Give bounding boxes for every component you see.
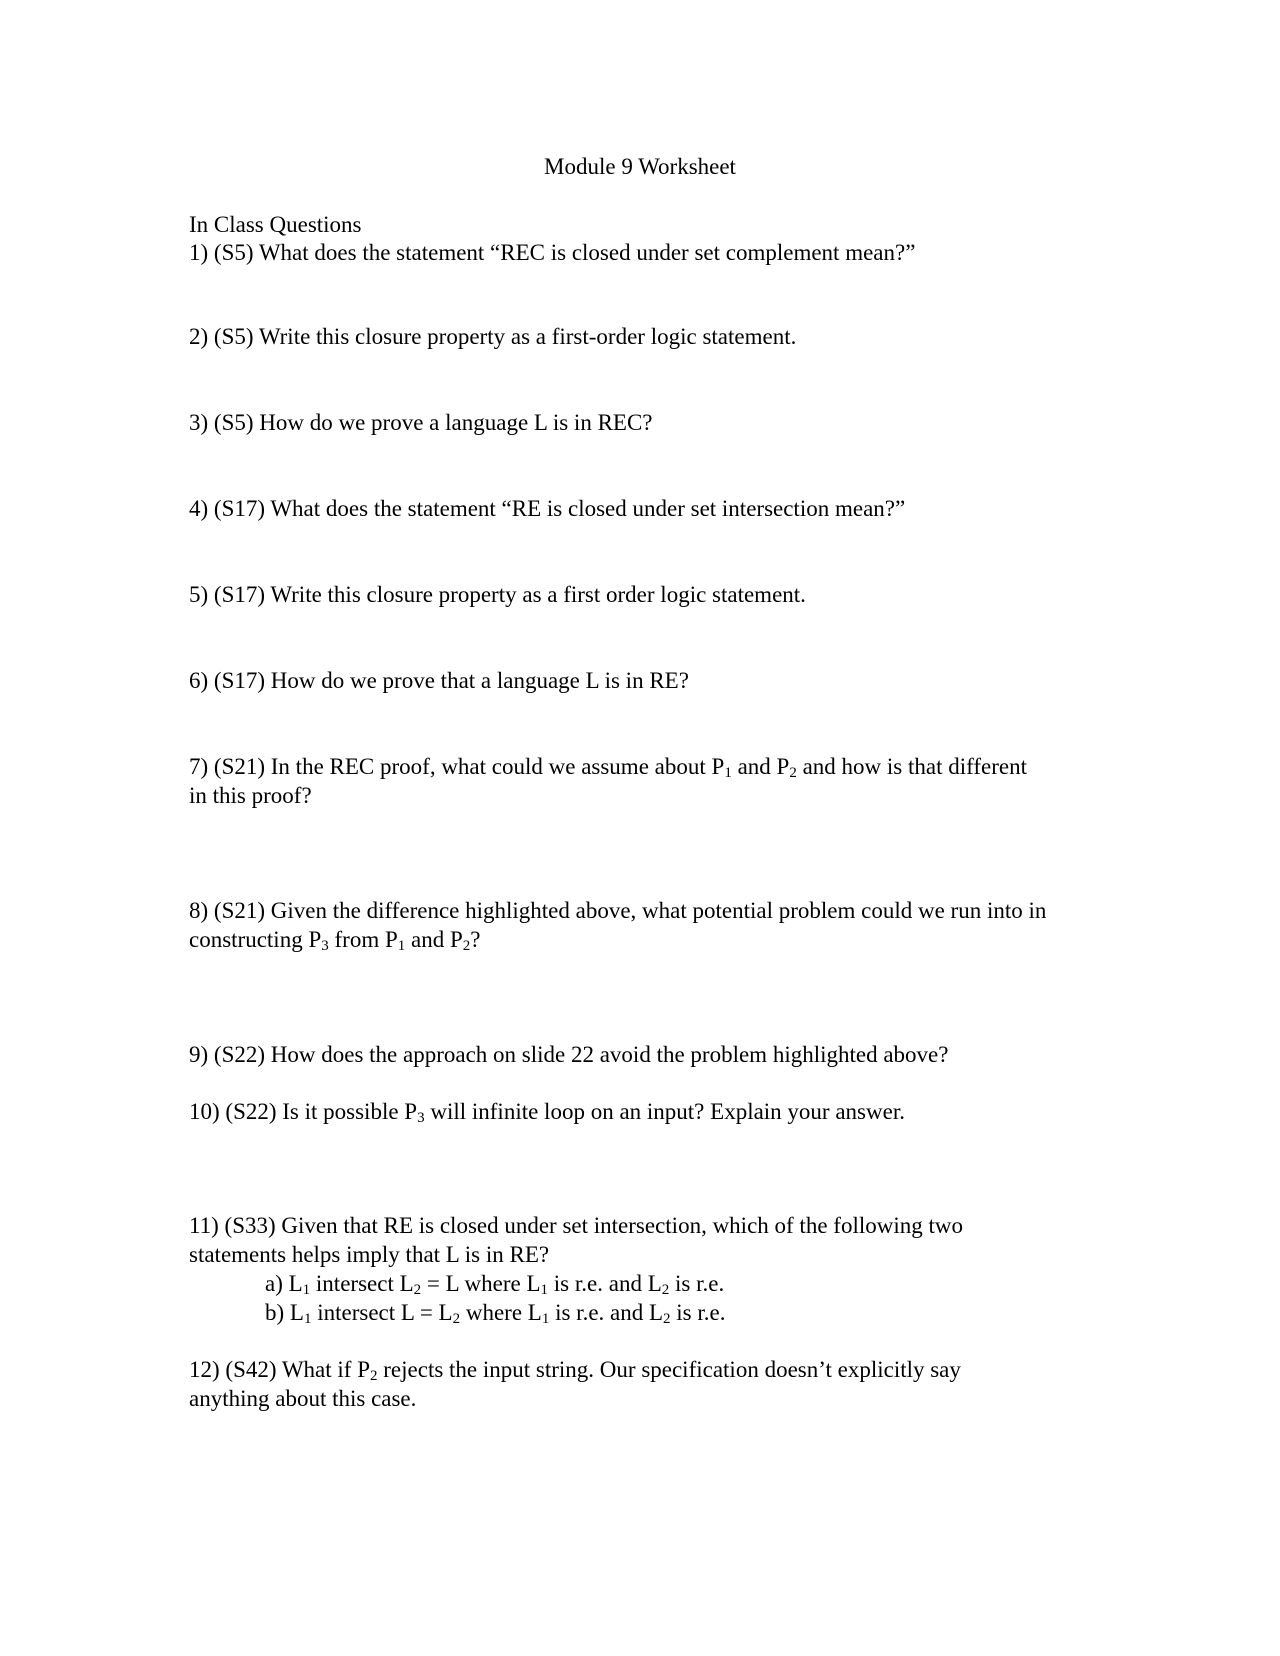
question-9: 9) (S22) How does the approach on slide 22 avoid the problem highlighted above? — [189, 1042, 949, 1067]
question-3: 3) (S5) How do we prove a language L is in REC? — [189, 410, 653, 435]
opt-a-sub-2: 2 — [413, 1282, 422, 1298]
q8-part3: and P — [405, 927, 463, 952]
q12-part1: 12) (S42) What if P — [189, 1357, 371, 1382]
opt-a-sub-1: 1 — [302, 1282, 311, 1298]
question-11: 11) (S33) Given that RE is closed under set intersection, which of the following two statements helps imply that L is in RE? — [189, 1213, 963, 1267]
opt-a-sub-3: 1 — [540, 1282, 549, 1298]
question-4: 4) (S17) What does the statement “RE is closed under set intersection mean?” — [189, 496, 906, 521]
q7-part1: 7) (S21) In the REC proof, what could we assume about P — [189, 754, 725, 779]
q12-sub1: 2 — [370, 1368, 378, 1384]
opt-b-text-4: is r.e. and L — [549, 1300, 664, 1325]
opt-a-text-5: is r.e. — [669, 1271, 725, 1296]
question-12 — [189, 1355, 1039, 1413]
opt-a-sub-4: 2 — [661, 1282, 670, 1298]
opt-b-text-5: is r.e. — [670, 1300, 726, 1325]
opt-a-text-2: intersect L — [310, 1271, 414, 1296]
q10-sub1: 3 — [417, 1110, 425, 1126]
q12-part2: rejects the input string. Our specification doesn’t explicitly say anything about this case. — [189, 1357, 961, 1411]
q8-part4: ? — [470, 927, 481, 952]
opt-a-text-4: is r.e. and L — [548, 1271, 662, 1296]
question-11-option-b — [265, 1298, 726, 1327]
question-1: 1) (S5) What does the statement “REC is closed under set complement mean?” — [189, 240, 916, 265]
opt-b-text-2: intersect L = L — [311, 1300, 453, 1325]
q8-sub3: 2 — [462, 938, 471, 954]
opt-b-sub-3: 1 — [541, 1311, 550, 1327]
opt-b-sub-1: 1 — [303, 1311, 312, 1327]
section-heading: In Class Questions — [189, 212, 362, 237]
q8-sub1: 3 — [321, 938, 329, 954]
q8-part1: 8) (S21) Given the difference highlighted above, what potential problem could we run into in constructing P — [189, 898, 1047, 952]
question-8 — [189, 896, 1059, 954]
question-2: 2) (S5) Write this closure property as a first-order logic statement. — [189, 324, 797, 349]
question-11-option-a — [265, 1269, 724, 1298]
q7-part2: and P — [731, 754, 790, 779]
q7-sub1: 1 — [724, 765, 732, 781]
opt-b-text-1: b) L — [265, 1300, 304, 1325]
question-6: 6) (S17) How do we prove that a language L is in RE? — [189, 668, 689, 693]
q8-part2: from P — [328, 927, 398, 952]
question-10 — [189, 1097, 1069, 1126]
q10-part1: 10) (S22) Is it possible P — [189, 1099, 418, 1124]
opt-b-sub-2: 2 — [452, 1311, 461, 1327]
opt-a-text-3: = L where L — [421, 1271, 541, 1296]
q8-sub2: 1 — [397, 938, 406, 954]
q10-part2: will infinite loop on an input? Explain your answer. — [424, 1099, 905, 1124]
opt-b-sub-4: 2 — [663, 1311, 671, 1327]
q7-sub2: 2 — [789, 765, 797, 781]
q7-part3: and how is that different in this proof? — [189, 754, 1027, 808]
question-5: 5) (S17) Write this closure property as a first order logic statement. — [189, 582, 806, 607]
opt-b-text-3: where L — [460, 1300, 542, 1325]
opt-a-text-1: a) L — [265, 1271, 303, 1296]
question-7 — [189, 752, 1029, 810]
page-title: Module 9 Worksheet — [544, 154, 736, 179]
